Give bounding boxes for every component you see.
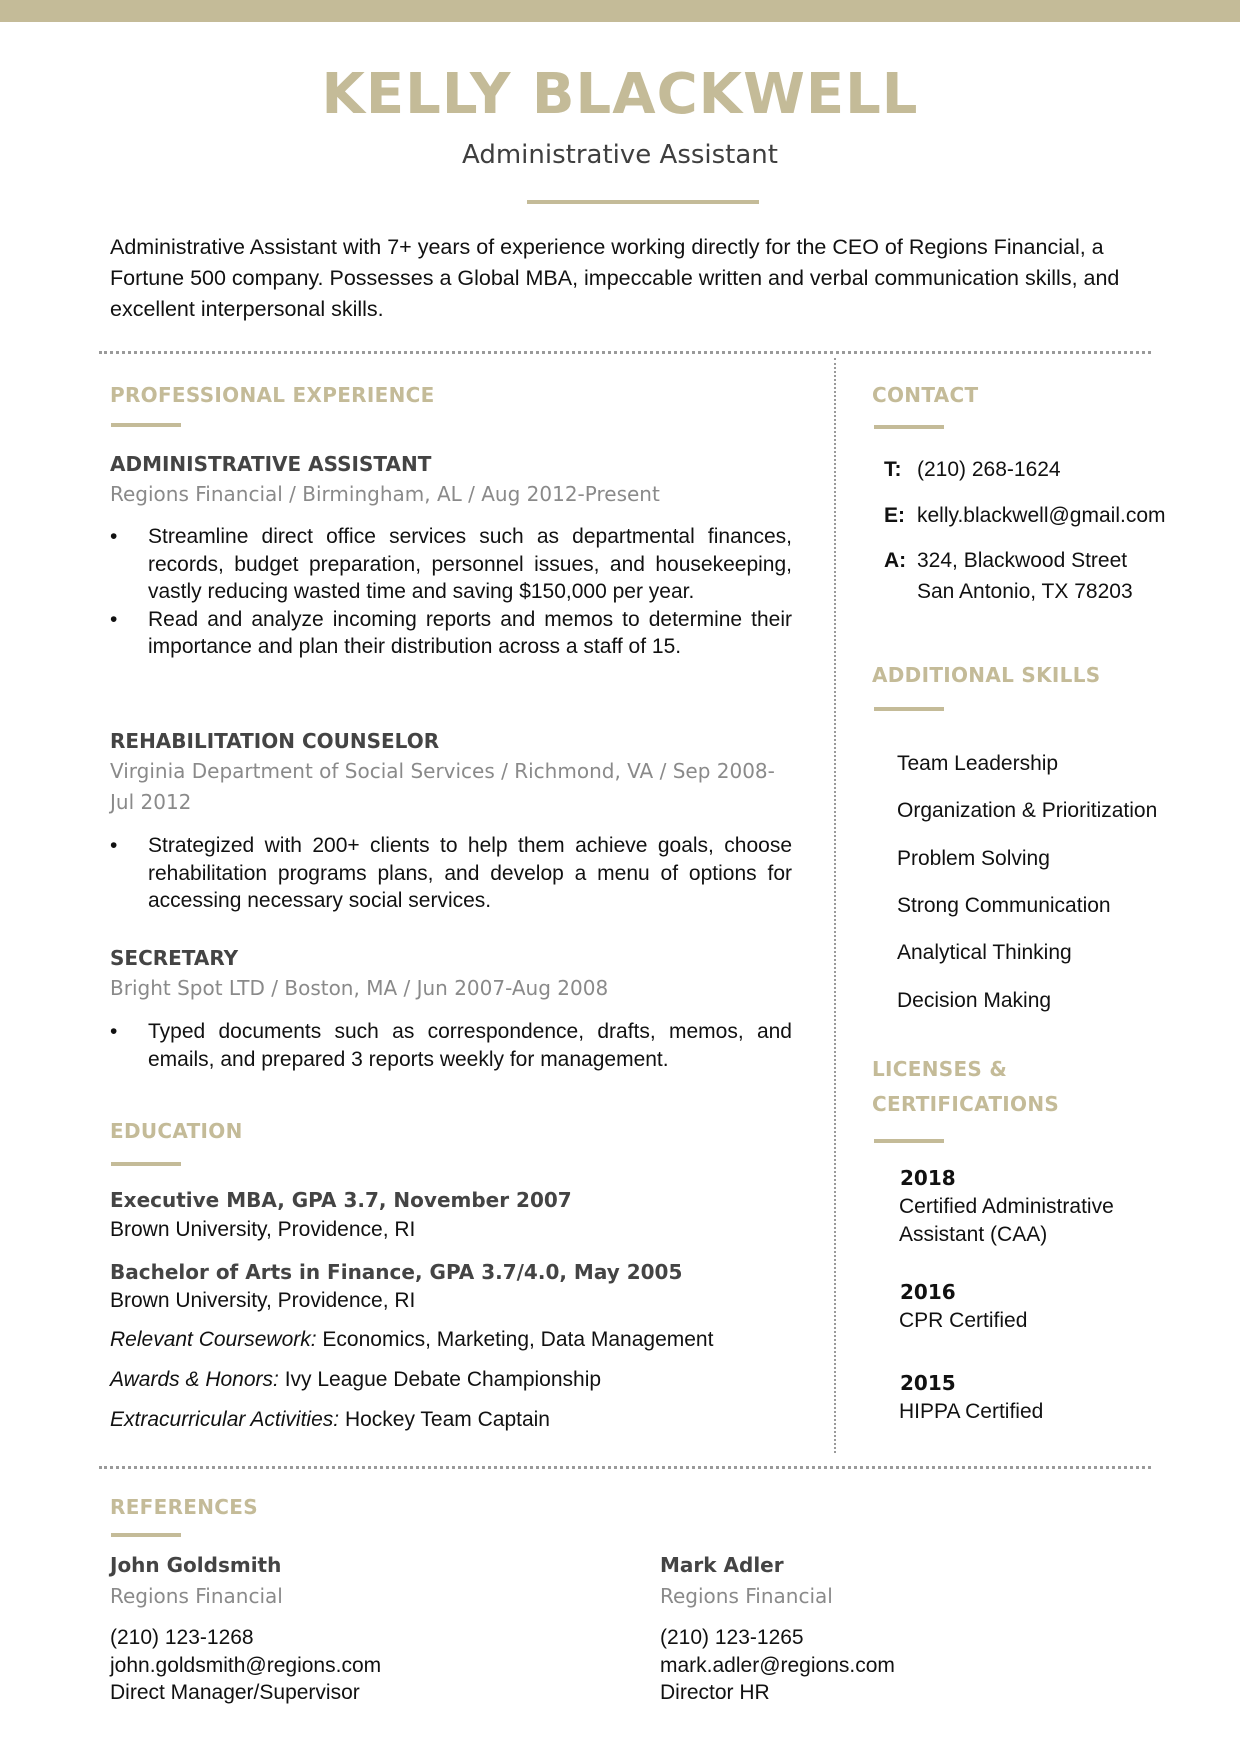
reference-role: Direct Manager/Supervisor [110, 1681, 360, 1704]
job-title: ADMINISTRATIVE ASSISTANT [110, 452, 432, 476]
job-title: SECRETARY [110, 946, 239, 970]
email-label: E: [884, 504, 905, 527]
reference-name: Mark Adler [660, 1553, 784, 1577]
reference-org: Regions Financial [110, 1584, 283, 1608]
candidate-title: Administrative Assistant [462, 140, 778, 170]
contact-address [884, 545, 1133, 607]
experience-section-title: PROFESSIONAL EXPERIENCE [110, 383, 435, 407]
cert-name: HIPPA Certified [899, 1400, 1044, 1423]
reference-phone: (210) 123-1265 [660, 1626, 804, 1649]
professional-summary: Administrative Assistant with 7+ years of experience working directly for the CEO of Regions Financial, a Fortune 500 company. Possesses a Global MBA, impeccable written and verbal communication skills, and excellent interpersonal skills. [110, 235, 1120, 321]
skills-section-title: ADDITIONAL SKILLS [872, 663, 1101, 687]
reference-phone: (210) 123-1268 [110, 1626, 254, 1649]
education-awards: Awards & Honors: Ivy League Debate Championship [110, 1368, 602, 1391]
job-bullets [110, 523, 792, 661]
contact-phone [884, 454, 1061, 485]
email-link[interactable]: kelly.blackwell@gmail.com [917, 504, 1166, 527]
bullet-icon: • [110, 525, 118, 548]
degree-school: Brown University, Providence, RI [110, 1289, 416, 1312]
degree-school: Brown University, Providence, RI [110, 1218, 416, 1241]
education-coursework: Relevant Coursework: Economics, Marketing, Data Management [110, 1328, 714, 1351]
phone-value[interactable]: (210) 268-1624 [917, 458, 1061, 481]
reference-details [110, 1624, 381, 1707]
contact-section-rule [874, 425, 944, 429]
job-bullet: • Read and analyze incoming reports and memos to determine their importance and plan their distribution across a staff of 15. [110, 607, 792, 658]
reference-org: Regions Financial [660, 1584, 833, 1608]
bullet-icon: • [110, 607, 118, 631]
reference-email[interactable]: mark.adler@regions.com [660, 1653, 895, 1677]
job-meta: Regions Financial / Birmingham, AL / Aug 2012-Present [110, 482, 660, 506]
references-section-rule [111, 1533, 181, 1537]
education-section-title: EDUCATION [110, 1119, 243, 1143]
address-line-2: San Antonio, TX 78203 [917, 580, 1133, 603]
certifications-section-title-line-2: CERTIFICATIONS [872, 1092, 1060, 1116]
top-dotted-divider [99, 351, 1151, 354]
reference-details [660, 1624, 895, 1707]
job-bullet: • Typed documents such as correspondence, drafts, memos, and emails, and prepared 3 reports weekly for management. [110, 1020, 792, 1071]
references-section-title: REFERENCES [110, 1495, 258, 1519]
cert-year: 2018 [900, 1166, 956, 1190]
job-bullet: • Streamline direct office services such as departmental finances, records, budget preparation, personnel issues, and housekeeping, vastly reducing wasted time and saving $150,000 per year. [110, 525, 792, 603]
degree-title: Bachelor of Arts in Finance, GPA 3.7/4.0, May 2005 [110, 1260, 683, 1284]
education-section-rule [111, 1162, 181, 1166]
candidate-name: KELLY BLACKWELL [321, 62, 919, 127]
contact-email [884, 500, 1166, 531]
title-divider [527, 200, 759, 204]
reference-role: Director HR [660, 1681, 770, 1704]
cert-year: 2016 [900, 1280, 956, 1304]
skills-section-rule [874, 707, 944, 711]
top-accent-bar [0, 0, 1240, 22]
bottom-dotted-divider [99, 1466, 1151, 1469]
degree-title: Executive MBA, GPA 3.7, November 2007 [110, 1188, 572, 1212]
reference-name: John Goldsmith [110, 1553, 282, 1577]
certifications-section-rule [874, 1139, 944, 1143]
job-title: REHABILITATION COUNSELOR [110, 729, 440, 753]
job-meta: Virginia Department of Social Services / Richmond, VA / Sep 2008-Jul 2012 [110, 759, 775, 814]
cert-year: 2015 [900, 1371, 956, 1395]
skill-item: Strong Communication [897, 894, 1111, 917]
cert-name: Certified Administrative Assistant (CAA) [899, 1195, 1114, 1246]
address-label: A: [884, 549, 907, 572]
contact-section-title: CONTACT [872, 383, 979, 407]
skill-item: Decision Making [897, 989, 1052, 1012]
phone-label: T: [884, 458, 902, 481]
bullet-icon: • [110, 1020, 118, 1043]
reference-email[interactable]: john.goldsmith@regions.com [110, 1653, 382, 1677]
skill-item: Problem Solving [897, 847, 1050, 870]
job-bullets [110, 832, 792, 915]
skill-item: Analytical Thinking [897, 941, 1072, 964]
cert-name: CPR Certified [899, 1309, 1028, 1332]
job-meta: Bright Spot LTD / Boston, MA / Jun 2007-Aug 2008 [110, 976, 609, 1000]
skill-item: Team Leadership [897, 752, 1059, 775]
education-extracurricular: Extracurricular Activities: Hockey Team Captain [110, 1408, 550, 1431]
job-bullets [110, 1018, 792, 1073]
bullet-icon: • [110, 834, 118, 857]
skill-item: Organization & Prioritization [897, 799, 1158, 822]
address-line-1: 324, Blackwood Street [917, 549, 1128, 572]
certifications-section-title-line-1: LICENSES & [872, 1057, 1008, 1081]
job-bullet: • Strategized with 200+ clients to help them achieve goals, choose rehabilitation programs plans, and develop a menu of options for accessing necessary social services. [110, 834, 792, 912]
experience-section-rule [111, 423, 181, 427]
column-dotted-divider [834, 358, 836, 1453]
